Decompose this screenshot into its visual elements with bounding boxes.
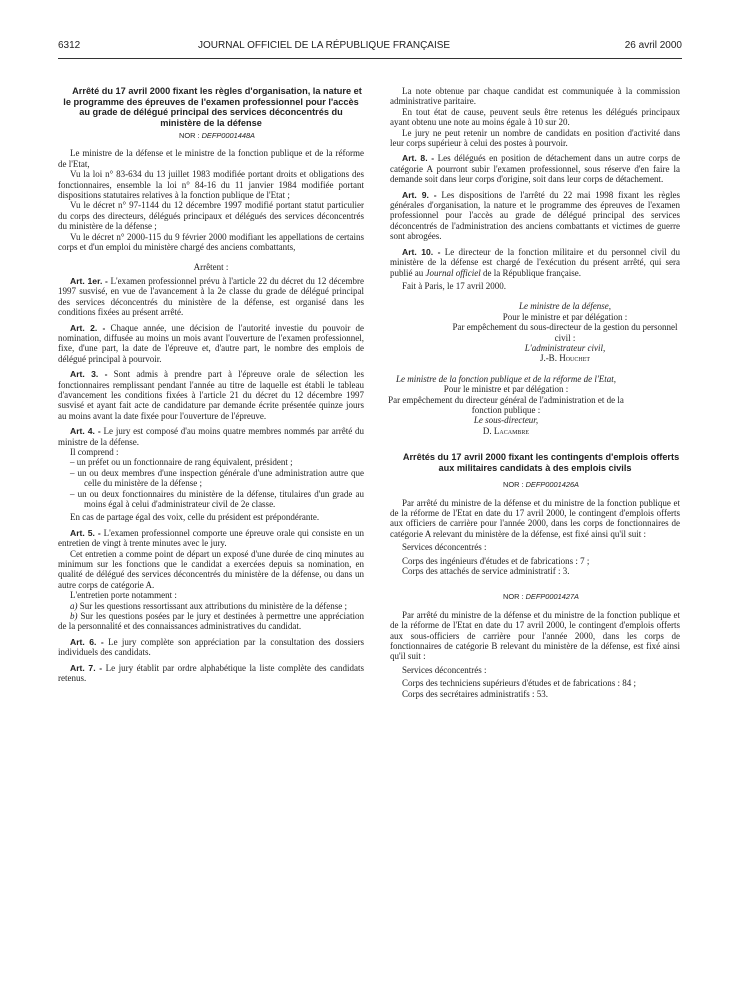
- article-5: [58, 528, 364, 549]
- sig2-name-surname: Lacambre: [493, 425, 530, 436]
- arrete2-nor-1: [390, 480, 680, 490]
- article-5-a: [58, 601, 364, 611]
- item-a-marker: a): [70, 600, 78, 611]
- sig2-role: Le sous-directeur,: [473, 415, 539, 426]
- preamble-1: Vu la loi n° 83-634 du 13 juillet 1983 modifiée portant droits et obligations des fonctionnaires, ensemble la loi n° 84-16 du 11 janvier 1984 modifiée portant dispositions statutaires relatives à la fonction publique de l'Etat ;: [58, 169, 364, 201]
- article-4-item: – un ou deux membres d'une inspection générale d'une administration autre que celle du ministère de la défense ;: [70, 467, 364, 489]
- article-9-label: Art. 9. -: [402, 189, 437, 200]
- article-9-text: Les dispositions de l'arrêté du 22 mai 1998 fixant les règles générales d'organisation, la nature et le programme des épreuves de l'examen professionnel pour l'accès au grade de délégué principal des services déconcentrés de l'administration des anciens combattants et victimes de guerre sont abrogées.: [390, 189, 681, 242]
- sig1-empechement: Par empêchement du sous-directeur de la gestion du personnel civil :: [452, 322, 678, 343]
- article-8: [390, 153, 680, 184]
- article-7-text: Le jury établit par ordre alphabétique la liste complète des candidats retenus.: [58, 662, 365, 684]
- sig1-name: [450, 353, 680, 363]
- nor-label: NOR :: [502, 480, 524, 490]
- article-10-text-a: Le directeur de la fonction militaire et du personnel civil du ministère de la défense est chargé de l'exécution du présent arrêté, qui sera publié au: [390, 246, 680, 278]
- article-1: [58, 276, 364, 318]
- article-5-label: Art. 5. -: [70, 527, 101, 538]
- arrete1-nor: [58, 131, 364, 141]
- sig1-pour: Pour le ministre et par délégation :: [502, 311, 628, 322]
- signature-block-fonction-publique: [386, 374, 626, 436]
- fait-a-paris: Fait à Paris, le 17 avril 2000.: [402, 280, 506, 291]
- article-4-item: – un ou deux fonctionnaires du ministère de la défense, titulaires d'un grade au moins égal à celui d'administrateur civil de 2e classe.: [70, 488, 364, 509]
- item-b-marker: b): [70, 611, 78, 622]
- article-7-note: La note obtenue par chaque candidat est communiquée à la commission administrative paritaire.: [390, 86, 680, 107]
- sig2-empechement: Par empêchement du directeur général de l'administration et de la fonction publique :: [388, 394, 624, 415]
- list1-item: Corps des attachés de service administratif : 3.: [402, 566, 570, 577]
- page-number: 6312: [58, 40, 81, 51]
- article-1-label: Art. 1er. -: [70, 275, 108, 286]
- journal-officiel-ref: Journal officiel: [425, 267, 481, 278]
- article-5-porte: L'entretien porte notamment :: [70, 590, 177, 601]
- article-9: [390, 190, 680, 242]
- arrete2-nor-2: [390, 592, 680, 602]
- preamble-3: Vu le décret n° 2000-115 du 9 février 2000 modifiant les appellations de certains corps et d'un emploi du ministère chargé des anciens combattants,: [58, 231, 364, 253]
- sig1-name-surname: Houchet: [559, 353, 591, 364]
- nor-code: DEFP0001426A: [525, 480, 579, 490]
- article-6: [58, 637, 364, 658]
- article-4-comprend: Il comprend :: [70, 446, 119, 457]
- journal-title: JOURNAL OFFICIEL DE LA RÉPUBLIQUE FRANÇAISE: [198, 40, 451, 51]
- arrete2-title: Arrêtés du 17 avril 2000 fixant les contingents d'emplois offerts aux militaires candidats à des emplois civils: [402, 452, 680, 473]
- article-5-text: L'examen professionnel comporte une épreuve orale qui consiste en un entretien de vingt à trente minutes avec le jury.: [58, 527, 364, 549]
- nor-code: DEFP0001448A: [201, 131, 255, 140]
- arretent: Arrêtent :: [193, 262, 229, 273]
- item-b-text: Sur les questions posées par le jury et destinées à permettre une appréciation de la personnalité et des connaissances administratives du candidat.: [58, 611, 364, 632]
- sig2-pour: Pour le ministre et par délégation :: [443, 384, 569, 395]
- article-7-jury: Le jury ne peut retenir un nombre de candidats en position d'activité dans leur corps supérieur à celui des postes à pourvoir.: [390, 127, 680, 149]
- article-3: [58, 369, 364, 421]
- sig1-name-initials: J.-B.: [539, 353, 557, 364]
- article-1-text: L'examen professionnel prévu à l'article 22 du décret du 12 décembre 1997 susvisé, en vue de l'avancement à la 2e classe du grade de délégué principal des services déconcentrés du ministère de la défense, est organisé dans les conditions fixées au présent arrêté.: [58, 275, 364, 318]
- list2-item: Corps des techniciens supérieurs d'études et de fabrications : 84 ;: [402, 678, 637, 689]
- arrete2-text-1: Par arrêté du ministre de la défense et du ministre de la fonction publique et de la réforme de l'Etat en date du 17 avril 2000, le contingent d'emplois offerts aux officiers de carrière pour l'année 2000, dans les corps de fonctionnaires de catégorie A relevant du ministère de la défense, est fixé ainsi qu'il suit :: [390, 497, 680, 539]
- article-10: [390, 247, 680, 278]
- sig2-ministre: Le ministre de la fonction publique et de la réforme de l'Etat,: [395, 373, 617, 384]
- list1-item: Corps des ingénieurs d'études et de fabrications : 7 ;: [402, 555, 590, 566]
- services-1: Services déconcentrés :: [402, 542, 487, 553]
- article-5-text2: Cet entretien a comme point de départ un exposé d'une durée de cinq minutes au minimum sur les fonctions que le candidat a exercées depuis sa nomination, en qualité de délégué des services déconcentrés du ministère de la défense, ou dans un autre corps de catégorie A.: [58, 548, 364, 590]
- header-rule: [58, 58, 682, 59]
- article-3-label: Art. 3. -: [70, 369, 108, 380]
- article-10-label: Art. 10. -: [402, 246, 441, 257]
- article-4-partage: En cas de partage égal des voix, celle du président est prépondérante.: [70, 512, 320, 523]
- article-2-label: Art. 2. -: [70, 322, 106, 333]
- left-column: [58, 86, 364, 684]
- article-5-b: [58, 611, 364, 632]
- article-3-text: Sont admis à prendre part à l'épreuve orale de sélection les fonctionnaires remplissant pendant l'année au titre de laquelle est établi le tableau d'avancement les conditions fixées à l'article 21 du décret du 12 décembre 1997 susvisé et ayant fait acte de candidature par demande écrite présentée quinze jours au moins avant la date fixée pour l'ouverture de l'épreuve.: [58, 369, 364, 421]
- signature-block-defense: [450, 301, 680, 363]
- nor-code: DEFP0001427A: [525, 592, 579, 602]
- article-6-label: Art. 6. -: [70, 636, 104, 647]
- sig2-name-initials: D.: [482, 425, 492, 436]
- page-header: [58, 40, 682, 56]
- sig1-role: L'administrateur civil,: [524, 342, 606, 353]
- preamble-2: Vu le décret n° 97-1144 du 12 décembre 1997 modifié portant statut particulier du corps des directeurs, délégués principaux et délégués des services déconcentrés du ministère de la défense ;: [58, 200, 364, 232]
- article-8-text: Les délégués en position de détachement dans un autre corps de catégorie A pourront subir l'examen professionnel, sous réserve d'en faire la demande soit dans leur corps d'origine, soit dans leur corps de détachement.: [390, 153, 681, 185]
- sig2-name: [386, 426, 626, 436]
- right-column: [390, 86, 680, 699]
- item-a-text: Sur les questions ressortissant aux attributions du ministère de la défense ;: [79, 600, 347, 611]
- services-2: Services déconcentrés :: [402, 664, 487, 675]
- preamble-0: Le ministre de la défense et le ministre de la fonction publique et de la réforme de l'Etat,: [58, 148, 364, 169]
- article-4: [58, 426, 364, 447]
- article-4-item: – un préfet ou un fonctionnaire de rang équivalent, président ;: [70, 457, 293, 468]
- list2-item: Corps des secrétaires administratifs : 53.: [402, 688, 548, 699]
- article-4-text: Le jury est composé d'au moins quatre membres nommés par arrêté du ministre de la défense.: [58, 426, 365, 447]
- arrete2-text-2: Par arrêté du ministre de la défense et du ministre de la fonction publique et de la réforme de l'Etat en date du 17 avril 2000, le contingent d'emplois offerts aux sous-officiers de carrière pour l'année 2000, dans les corps de fonctionnaires de catégorie B relevant du ministère de la défense, est fixé ainsi qu'il suit :: [390, 609, 680, 662]
- article-4-label: Art. 4. -: [70, 426, 101, 437]
- article-2-text: Chaque année, une décision de l'autorité investie du pouvoir de nomination, diffusée au moins un mois avant l'ouverture de l'examen professionnel, fixe, d'une part, la date de l'épreuve et, d'autre part, le nombre des emplois de délégué principal à pourvoir.: [58, 322, 365, 364]
- article-7-label: Art. 7. -: [70, 662, 103, 673]
- issue-date: 26 avril 2000: [624, 40, 682, 51]
- nor-label: NOR :: [178, 131, 200, 140]
- arrete1-title: Arrêté du 17 avril 2000 fixant les règles d'organisation, la nature et le programme des épreuves de l'examen professionnel pour l'accès au grade de délégué principal des services déconcentrés du ministère de la défense: [63, 86, 362, 128]
- article-7: [58, 663, 364, 684]
- article-7-etat: En tout état de cause, peuvent seuls être retenus les délégués principaux ayant obtenu une note au moins égale à 10 sur 20.: [390, 106, 680, 128]
- article-10-text-b: de la République française.: [483, 267, 581, 278]
- article-8-label: Art. 8. -: [402, 153, 435, 164]
- article-6-text: Le jury complète son appréciation par la consultation des dossiers individuels des candidats.: [58, 636, 365, 658]
- article-2: [58, 323, 364, 365]
- nor-label: NOR :: [502, 592, 524, 602]
- sig1-ministre: Le ministre de la défense,: [519, 301, 611, 312]
